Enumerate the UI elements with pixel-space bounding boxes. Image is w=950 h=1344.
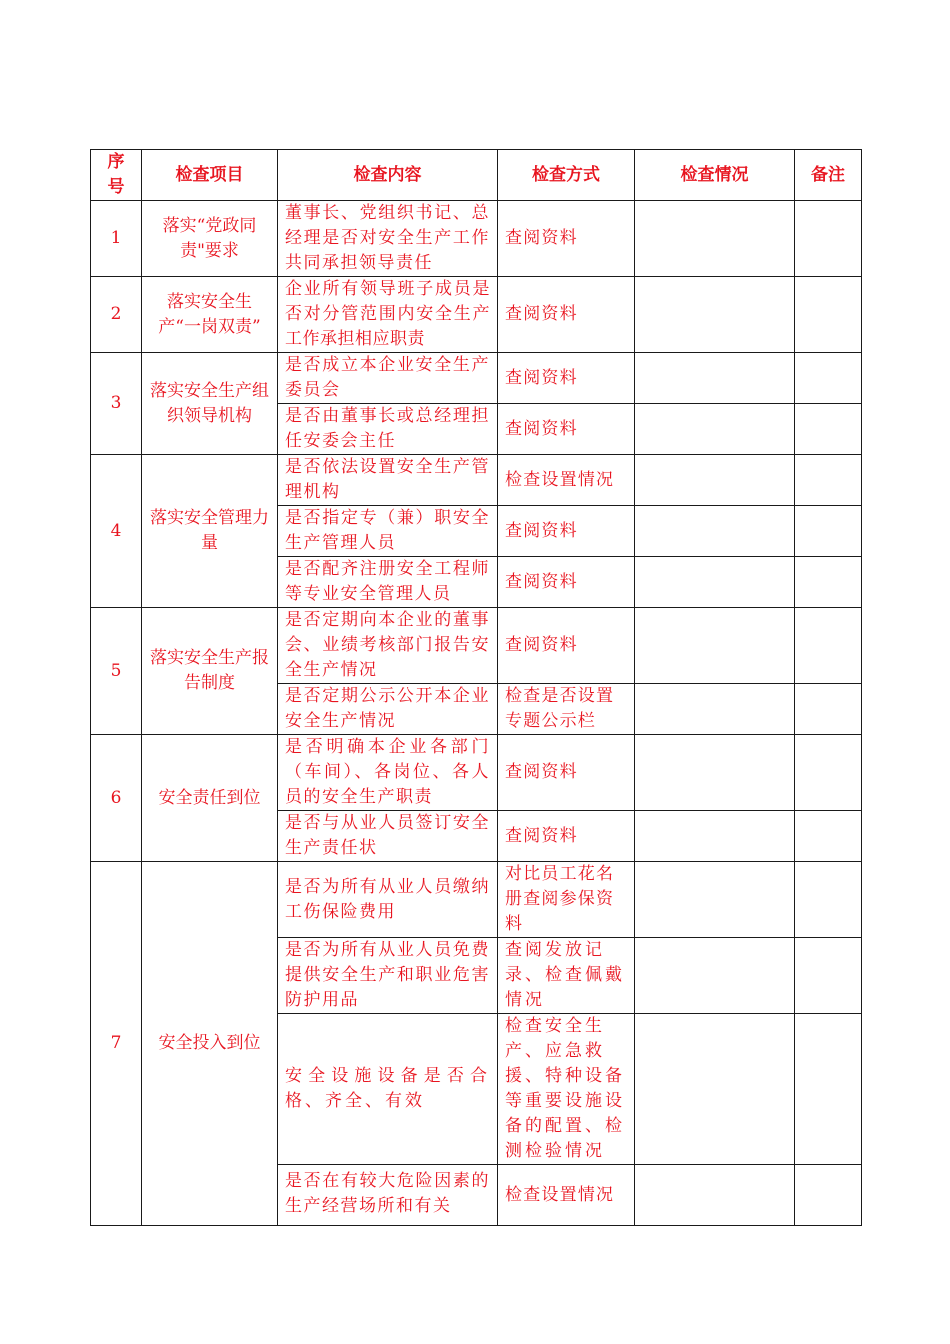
check-content: 是否明确本企业各部门（车间）、各岗位、各人员的安全生产职责 xyxy=(278,735,498,811)
remark-cell xyxy=(795,684,862,735)
header-method: 检查方式 xyxy=(498,150,635,201)
remark-cell xyxy=(795,506,862,557)
table-row xyxy=(91,353,862,404)
check-content: 是否为所有从业人员免费提供安全生产和职业危害防护用品 xyxy=(278,938,498,1014)
check-item: 落实安全生产报告制度 xyxy=(142,608,278,735)
check-content: 安全设施设备是否合格、齐全、有效 xyxy=(278,1014,498,1165)
header-row xyxy=(91,150,862,201)
check-method: 检查设置情况 xyxy=(498,1165,635,1226)
table-row xyxy=(91,455,862,506)
remark-cell xyxy=(795,455,862,506)
check-status-cell xyxy=(635,1165,795,1226)
check-status-cell xyxy=(635,506,795,557)
header-no: 序号 xyxy=(91,150,142,201)
remark-cell xyxy=(795,404,862,455)
check-content: 企业所有领导班子成员是否对分管范围内安全生产工作承担相应职责 xyxy=(278,277,498,353)
check-method: 查阅资料 xyxy=(498,201,635,277)
check-content: 是否定期公示公开本企业安全生产情况 xyxy=(278,684,498,735)
remark-cell xyxy=(795,201,862,277)
row-number: 4 xyxy=(91,455,142,608)
table-row xyxy=(91,862,862,938)
check-status-cell xyxy=(635,557,795,608)
check-content: 是否指定专（兼）职安全生产管理人员 xyxy=(278,506,498,557)
remark-cell xyxy=(795,608,862,684)
check-content: 是否与从业人员签订安全生产责任状 xyxy=(278,811,498,862)
check-status-cell xyxy=(635,862,795,938)
row-number: 6 xyxy=(91,735,142,862)
check-item: 落实安全生产组织领导机构 xyxy=(142,353,278,455)
remark-cell xyxy=(795,353,862,404)
check-method: 查阅资料 xyxy=(498,735,635,811)
check-status-cell xyxy=(635,1014,795,1165)
remark-cell xyxy=(795,277,862,353)
remark-cell xyxy=(795,862,862,938)
check-status-cell xyxy=(635,201,795,277)
header-content: 检查内容 xyxy=(278,150,498,201)
remark-cell xyxy=(795,811,862,862)
check-content: 是否定期向本企业的董事会、业绩考核部门报告安全生产情况 xyxy=(278,608,498,684)
check-status-cell xyxy=(635,277,795,353)
header-remark: 备注 xyxy=(795,150,862,201)
check-method: 查阅资料 xyxy=(498,277,635,353)
table-row xyxy=(91,201,862,277)
check-method: 查阅发放记录、检查佩戴情况 xyxy=(498,938,635,1014)
check-item: 安全投入到位 xyxy=(142,862,278,1226)
check-content: 董事长、党组织书记、总经理是否对安全生产工作共同承担领导责任 xyxy=(278,201,498,277)
check-status-cell xyxy=(635,455,795,506)
check-item: 落实安全生产“一岗双责” xyxy=(142,277,278,353)
check-method: 查阅资料 xyxy=(498,506,635,557)
check-status-cell xyxy=(635,684,795,735)
check-method: 查阅资料 xyxy=(498,608,635,684)
check-status-cell xyxy=(635,404,795,455)
row-number: 3 xyxy=(91,353,142,455)
check-method: 查阅资料 xyxy=(498,557,635,608)
check-content: 是否成立本企业安全生产委员会 xyxy=(278,353,498,404)
check-status-cell xyxy=(635,353,795,404)
check-content: 是否由董事长或总经理担任安委会主任 xyxy=(278,404,498,455)
row-number: 5 xyxy=(91,608,142,735)
check-method: 对比员工花名册查阅参保资料 xyxy=(498,862,635,938)
check-content: 是否配齐注册安全工程师等专业安全管理人员 xyxy=(278,557,498,608)
check-method: 查阅资料 xyxy=(498,353,635,404)
check-content: 是否为所有从业人员缴纳工伤保险费用 xyxy=(278,862,498,938)
remark-cell xyxy=(795,938,862,1014)
check-method: 查阅资料 xyxy=(498,811,635,862)
check-status-cell xyxy=(635,811,795,862)
check-item: 落实“党政同责"要求 xyxy=(142,201,278,277)
check-item: 安全责任到位 xyxy=(142,735,278,862)
check-method: 检查是否设置专题公示栏 xyxy=(498,684,635,735)
check-method: 查阅资料 xyxy=(498,404,635,455)
check-item: 落实安全管理力量 xyxy=(142,455,278,608)
check-status-cell xyxy=(635,735,795,811)
remark-cell xyxy=(795,1165,862,1226)
table-row xyxy=(91,277,862,353)
check-method: 检查安全生产、应急救援、特种设备等重要设施设备的配置、检测检验情况 xyxy=(498,1014,635,1165)
row-number: 2 xyxy=(91,277,142,353)
check-method: 检查设置情况 xyxy=(498,455,635,506)
check-status-cell xyxy=(635,938,795,1014)
remark-cell xyxy=(795,1014,862,1165)
table-row xyxy=(91,608,862,684)
remark-cell xyxy=(795,557,862,608)
inspection-table xyxy=(90,149,862,1226)
row-number: 1 xyxy=(91,201,142,277)
check-status-cell xyxy=(635,608,795,684)
header-item: 检查项目 xyxy=(142,150,278,201)
check-content: 是否依法设置安全生产管理机构 xyxy=(278,455,498,506)
row-number: 7 xyxy=(91,862,142,1226)
header-status: 检查情况 xyxy=(635,150,795,201)
table-row xyxy=(91,735,862,811)
remark-cell xyxy=(795,735,862,811)
check-content: 是否在有较大危险因素的生产经营场所和有关 xyxy=(278,1165,498,1226)
